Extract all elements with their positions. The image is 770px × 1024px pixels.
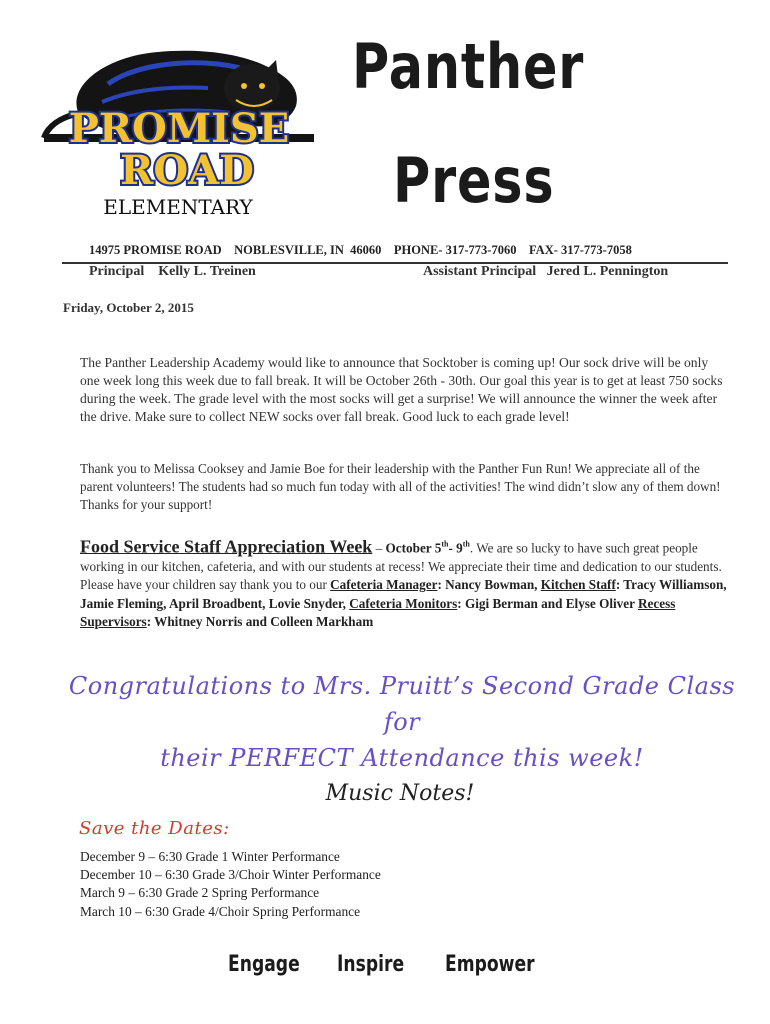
date-item: December 9 – 6:30 Grade 1 Winter Performance — [80, 849, 340, 864]
music-notes-title: Music Notes! — [325, 781, 475, 806]
food-sup2: th — [462, 540, 470, 549]
names-kitchen-staff: : Tracy Williamson, Jamie Fleming, April Broadbent, Lovie Snyder, — [80, 577, 727, 611]
food-date-sep: - 9 — [448, 540, 463, 556]
congrats-line2: their PERFECT Attendance this week! — [160, 744, 644, 772]
food-intro: . We are so lucky to have such great people working in our kitchen, cafeteria, and with our students at recess! We appreciate their time and dedication to our students. Please have your children say thank you to our — [80, 540, 722, 593]
congrats-line1: Congratulations to Mrs. Pruitt’s Second Grade Class for — [68, 672, 736, 736]
svg-text:ROAD: ROAD — [120, 147, 254, 194]
masthead-title-line1: Panther — [352, 30, 585, 103]
principal-name: Principal Kelly L. Treinen — [89, 264, 256, 279]
food-dash: – — [372, 540, 386, 556]
role-cafeteria-monitors: Cafeteria Monitors — [349, 595, 458, 611]
motto-engage: Engage — [228, 952, 300, 977]
motto-inspire: Inspire — [337, 952, 405, 977]
masthead-title-line2: Press — [393, 144, 555, 217]
names-cafeteria-monitors: : Gigi Berman and Elyse Oliver — [457, 595, 639, 611]
attendance-congrats — [60, 668, 744, 776]
school-logo — [38, 44, 320, 220]
performance-dates-list — [80, 848, 381, 921]
food-date-start: October 5 — [385, 540, 442, 556]
date-item: March 9 – 6:30 Grade 2 Spring Performance — [80, 885, 320, 901]
role-kitchen-staff: Kitchen Staff — [540, 577, 616, 593]
school-address: 14975 PROMISE ROAD NOBLESVILLE, IN 46060 PHONE- 317-773-7060 FAX- 317-773-7058 — [89, 243, 632, 257]
assistant-principal-name: Assistant Principal Jered L. Pennington — [423, 264, 669, 279]
food-sup1: th — [441, 540, 449, 549]
food-service-heading: Food Service Staff Appreciation Week — [80, 536, 373, 557]
date-item: March 10 – 6:30 Grade 4/Choir Spring Performance — [80, 903, 361, 919]
names-recess-supervisors: : Whitney Norris and Colleen Markham — [146, 614, 374, 630]
role-cafeteria-manager: Cafeteria Manager — [330, 577, 438, 593]
role-recess-supervisors: Recess Supervisors — [80, 595, 676, 630]
logo-text — [69, 105, 290, 219]
issue-date: Friday, October 2, 2015 — [63, 300, 194, 315]
motto-empower: Empower — [445, 952, 535, 977]
names-cafeteria-manager: : Nancy Bowman, — [437, 577, 541, 593]
save-the-dates-heading: Save the Dates: — [79, 818, 230, 839]
socktober-paragraph: The Panther Leadership Academy would like to announce that Socktober is coming up! Our sock drive will be only one week long this week due to fall break. It will be October 26th - 30th. Our goal this year is to get at least 750 socks during the week. The grade level with the most socks will get a surprise! We will announce the winner the week after the drive. Make sure to collect NEW socks over fall break. Good luck to each grade level! — [80, 355, 723, 424]
svg-text:PROMISE: PROMISE — [68, 105, 290, 152]
svg-text:ELEMENTARY: ELEMENTARY — [103, 195, 253, 219]
date-item: December 10 – 6:30 Grade 3/Choir Winter Performance — [80, 867, 381, 883]
fun-run-paragraph: Thank you to Melissa Cooksey and Jamie Boe for their leadership with the Panther Fun Run! We appreciate all of the parent volunteers! The students had so much fun today with all of the activities! The wind didn’t slow any of them down! Thanks for your support! — [80, 461, 721, 512]
food-service-section — [80, 536, 728, 632]
